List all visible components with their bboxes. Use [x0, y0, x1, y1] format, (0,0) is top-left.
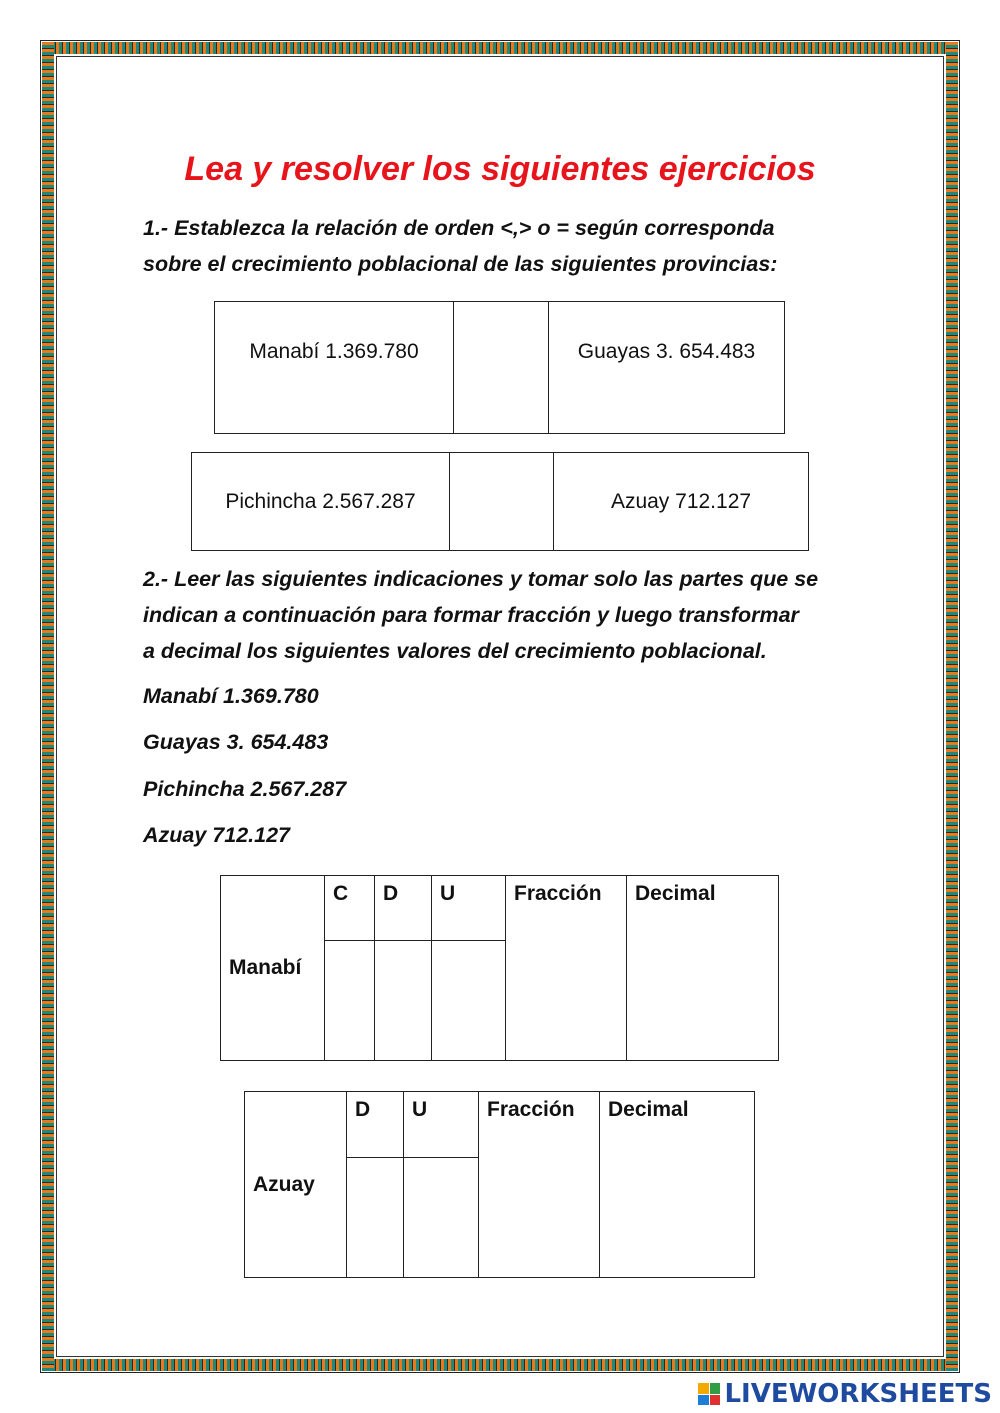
answer-cell-d[interactable]	[375, 941, 432, 1061]
exercise-2-line-3: a decimal los siguientes valores del crecimiento poblacional.	[143, 639, 767, 663]
decorative-border-top	[42, 42, 958, 54]
header-decenas: D	[347, 1092, 404, 1158]
province-item: Azuay 712.127	[143, 823, 291, 847]
header-centenas: C	[325, 876, 375, 941]
watermark-text: LIVEWORKSHEETS	[724, 1379, 992, 1409]
fraction-table-azuay	[244, 1091, 755, 1278]
comparison-table-2	[191, 452, 809, 551]
comparison-left-cell: Manabí 1.369.780	[215, 302, 454, 434]
header-fraccion: Fracción	[479, 1092, 600, 1278]
header-unidades: U	[404, 1092, 479, 1158]
fraction-table-manabi	[220, 875, 779, 1061]
liveworksheets-watermark	[698, 1379, 992, 1409]
comparison-right-cell: Guayas 3. 654.483	[549, 302, 785, 434]
exercise-1-instructions	[143, 210, 873, 282]
exercise-1-line-2: sobre el crecimiento poblacional de las siguientes provincias:	[143, 252, 778, 276]
liveworksheets-logo-icon	[698, 1383, 720, 1405]
header-decenas: D	[375, 876, 432, 941]
province-item: Guayas 3. 654.483	[143, 730, 329, 754]
decorative-border-left	[42, 42, 54, 1371]
header-decimal: Decimal	[627, 876, 779, 1061]
comparison-answer-box[interactable]	[454, 302, 549, 434]
answer-cell-u[interactable]	[404, 1158, 479, 1278]
comparison-table-1	[214, 301, 785, 434]
row-label-manabi: Manabí	[221, 876, 325, 1061]
comparison-answer-box[interactable]	[450, 453, 554, 551]
header-fraccion: Fracción	[506, 876, 627, 1061]
comparison-left-cell: Pichincha 2.567.287	[192, 453, 450, 551]
answer-cell-u[interactable]	[432, 941, 506, 1061]
comparison-right-cell: Azuay 712.127	[554, 453, 809, 551]
exercise-2-line-1: 2.- Leer las siguientes indicaciones y tomar solo las partes que se	[143, 567, 819, 591]
province-item: Manabí 1.369.780	[143, 684, 319, 708]
answer-cell-d[interactable]	[347, 1158, 404, 1278]
exercise-2-line-2: indican a continuación para formar fracción y luego transformar	[143, 603, 799, 627]
exercise-2-instructions	[143, 561, 873, 669]
header-decimal: Decimal	[600, 1092, 755, 1278]
answer-cell-c[interactable]	[325, 941, 375, 1061]
decorative-border-bottom	[42, 1359, 958, 1371]
province-item: Pichincha 2.567.287	[143, 777, 347, 801]
exercise-1-line-1: 1.- Establezca la relación de orden <,> o = según corresponda	[143, 216, 775, 240]
worksheet-title: Lea y resolver los siguientes ejercicios	[184, 150, 816, 188]
row-label-azuay: Azuay	[245, 1092, 347, 1278]
decorative-border-right	[946, 42, 958, 1371]
header-unidades: U	[432, 876, 506, 941]
